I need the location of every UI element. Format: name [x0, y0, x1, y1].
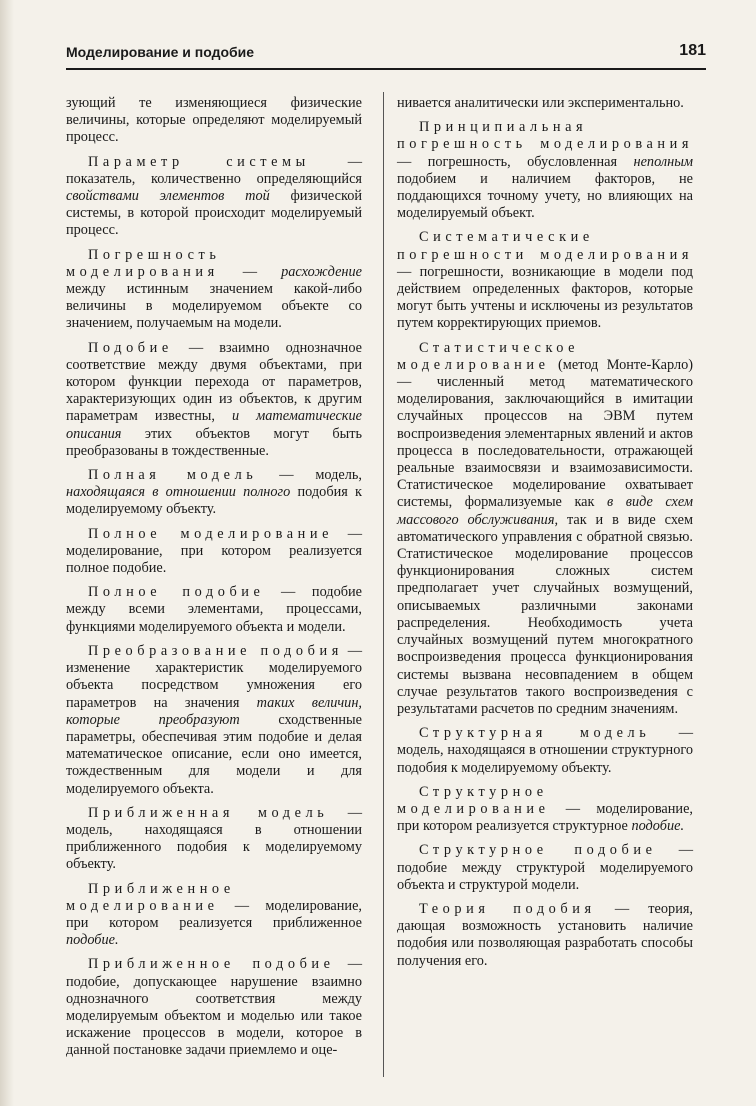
- italic-text: свойствами элементов той: [66, 188, 270, 205]
- glossary-entry-strukturnoe-modelirovanie: [397, 784, 693, 836]
- glossary-entry-statisticheskoe: [397, 340, 693, 718]
- right-column: [397, 95, 693, 977]
- definition-text: физической системы, в которой происходит моделируемый процесс.: [66, 188, 362, 239]
- italic-text: подобие.: [66, 932, 119, 949]
- definition-text: между истинным значением какой-либо величины в моделируемом объекте со значением, получаемым на модели.: [66, 281, 362, 332]
- glossary-entry-strukturnoe-podobie: [397, 842, 693, 894]
- glossary-term: Структурное подобие: [419, 842, 657, 859]
- glossary-term: Приближенное моделирование: [66, 880, 235, 914]
- definition-text: — погрешности, возникающие в модели под действием определенных факторов, которые могут быть учтены и исключены из результатов путем корректирующих приемов.: [397, 263, 693, 332]
- glossary-term: Принципиальная погрешность моделирования: [397, 119, 693, 153]
- continued-paragraph: [66, 95, 362, 147]
- definition-text: нивается аналитически или экспериментально.: [397, 95, 684, 111]
- glossary-term: Полное моделирование: [88, 525, 333, 542]
- page-number: 181: [679, 42, 706, 59]
- running-title: Моделирование и подобие: [66, 44, 255, 60]
- definition-text: — модель, находящаяся в отношении структурного подобия к моделируемому объекту.: [397, 725, 693, 776]
- glossary-term: Структурная модель: [419, 725, 651, 742]
- glossary-term: Полное подобие: [88, 584, 265, 601]
- definition-text: зующий те изменяющиеся физические величины, которые определяют моделируемый процесс.: [66, 95, 362, 146]
- definition-text: — подобие между структурой моделируемого объекта и структурой модели.: [397, 842, 693, 893]
- glossary-entry-polnoe-podobie: [66, 584, 362, 636]
- glossary-entry-polnoe-modelirovanie: [66, 526, 362, 578]
- glossary-term: Систематические погрешности моделирования: [397, 229, 693, 263]
- definition-text: этих объектов могут быть преобразованы в тождественные.: [66, 425, 362, 459]
- glossary-entry-principialnaya: [397, 119, 693, 222]
- definition-text: — взаимно однозначное соответствие между двумя объектами, при котором функции перехода от параметров, характеризующих один из объектов, к другим параметрам известны,: [66, 339, 362, 425]
- glossary-term: Параметр системы: [88, 153, 310, 170]
- italic-text: подобие.: [631, 818, 685, 835]
- glossary-entry-teoriya-podobiya: [397, 901, 693, 970]
- glossary-entry-podobie: [66, 340, 362, 460]
- definition-text: сходственные параметры, обеспечивая этим подобие и делая математическое описание, если оно имеется, тождественным для модели и для моделируемого объекта.: [66, 711, 362, 797]
- definition-text: подобия к моделируемому объекту.: [66, 484, 362, 518]
- definition-text: — подобие, допускающее нарушение взаимно однозначного соответствия между моделируемым объектом и моделью или такое искажение процессов в модели, которое в данной постановке задачи приемлемо и оце-: [66, 956, 363, 1059]
- italic-text: таких величин, которые преобразуют: [66, 694, 362, 728]
- italic-text: неполным: [633, 153, 693, 170]
- glossary-term: Подобие: [88, 339, 173, 356]
- glossary-term: Приближенная модель: [88, 804, 329, 821]
- italic-text: находящаяся в отношении полного: [66, 484, 291, 501]
- italic-text: и математические описания: [66, 408, 362, 442]
- glossary-entry-priblizhennaya-model: [66, 805, 362, 874]
- glossary-entry-preobrazovanie: [66, 643, 362, 798]
- definition-text: — изменение характеристик моделируемого объекта посредством умножения его параметров на значения: [66, 642, 362, 711]
- column-divider: [383, 92, 384, 1077]
- definition-text: так и в виде схем автоматического управления с обратной связью. Статистическое моделирование процессов функционирования сложных систем предполагает учет случайных возмущений, описываемых различными законами распределения. Необходимость учета случайных возмущений путем многократного воспроизведения процесса функционирования системы вызвана несовпадением в общем случае результатов такого воспроизведения с результатами расчетов по средним значениям.: [397, 511, 694, 717]
- continued-paragraph: [397, 95, 693, 112]
- glossary-term: Погрешность моделирования: [66, 246, 221, 280]
- glossary-term: Статистическое моделирование: [397, 339, 580, 373]
- glossary-term: Теория подобия: [419, 900, 596, 917]
- page-header: [66, 38, 706, 70]
- definition-text: — модель,: [257, 467, 362, 484]
- definition-text: — моделирование, при котором реализуется полное подобие.: [66, 525, 362, 577]
- definition-text: — модель, находящаяся в отношении приближенного подобия к моделируемому объекту.: [66, 804, 362, 873]
- glossary-term: Структурное моделирование: [397, 783, 550, 817]
- glossary-entry-priblizhennoe-podobie: [66, 956, 362, 1059]
- definition-text: подобием и наличием факторов, не поддающихся точному учету, но влияющих на моделируемый объект.: [397, 170, 693, 222]
- definition-text: — подобие между всеми элементами, процессами, функциями моделируемого объекта и модели.: [66, 584, 362, 635]
- definition-text: — теория, дающая возможность установить наличие подобия или позволяющая разработать способы получения его.: [397, 900, 693, 969]
- definition-text: — моделирование, при котором реализуется приближенное: [66, 897, 362, 931]
- glossary-entry-sistematicheskie: [397, 229, 693, 332]
- definition-text: —: [218, 263, 282, 280]
- glossary-term: Преобразование подобия: [88, 642, 343, 659]
- glossary-entry-parametr: [66, 154, 362, 240]
- left-column: [66, 95, 362, 1067]
- definition-text: — моделирование, при котором реализуется структурное: [397, 800, 693, 835]
- scan-edge-shadow: [0, 0, 14, 1106]
- glossary-entry-strukturnaya-model: [397, 725, 693, 777]
- glossary-entry-polnaya-model: [66, 467, 362, 519]
- glossary-entry-pogreshnost: [66, 247, 362, 333]
- definition-text: — показатель, количественно определяющийся: [66, 153, 362, 187]
- italic-text: в виде схем массового обслуживания,: [397, 494, 694, 528]
- definition-text: (метод Монте-Карло) — численный метод математического моделирования, заключающийся в имитации случайных процессов на ЭВМ путем воспроизведения элементарных явлений и актов процесса в последовательности, отражающей реальные взаимосвязи и взаимозависимости. Статистическое моделирование охватывает системы, формализуемые как: [397, 356, 693, 511]
- italic-text: расхождение: [281, 263, 362, 280]
- glossary-entry-priblizhennoe-modelirovanie: [66, 881, 362, 950]
- definition-text: — погрешность, обусловленная: [397, 153, 634, 170]
- glossary-term: Полная модель: [88, 467, 258, 484]
- glossary-term: Приближенное подобие: [88, 956, 335, 973]
